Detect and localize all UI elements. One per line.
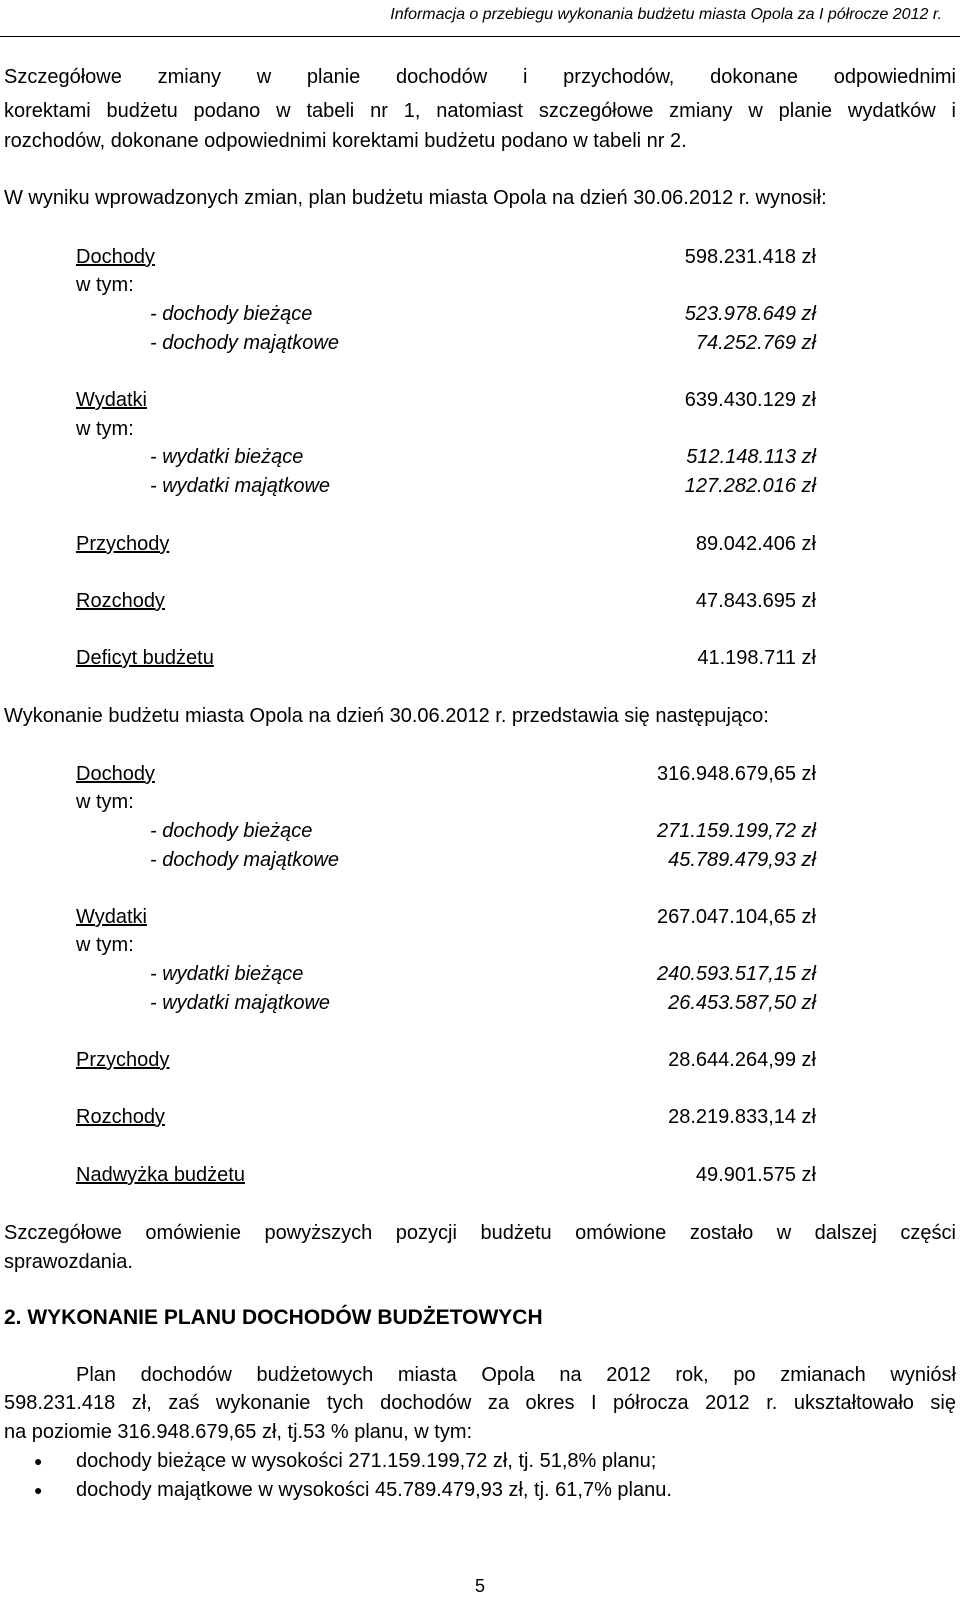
exec-dochody-label: Dochody [76,763,155,785]
exec-dochody-majatkowe-label: - dochody majątkowe [150,849,339,871]
plan-dochody-value: 598.231.418 zł [684,246,816,268]
plan-przychody-value: 89.042.406 zł [695,533,816,555]
exec-wydatki-biezace-value: 240.593.517,15 zł [656,963,816,985]
plan-w-tym-1: w tym: [76,274,134,296]
bullet-icon: ● [34,1453,43,1469]
section-2-line-1: Plan dochodów budżetowych miasta Opola na 2012 rok, po zmianach wyniósł [76,1364,956,1386]
exec-przychody-label: Przychody [76,1049,170,1071]
plan-rozchody-value: 47.843.695 zł [695,590,816,612]
plan-deficyt-value: 41.198.711 zł [697,647,816,669]
intro-line-1: Szczegółowe zmiany w planie dochodów i przychodów, dokonane odpowiednimi [4,66,956,88]
bullet-icon: ● [34,1482,43,1498]
plan-wydatki-value: 639.430.129 zł [684,389,816,411]
exec-wydatki-majatkowe-value: 26.453.587,50 zł [668,992,816,1014]
plan-w-tym-2: w tym: [76,418,134,440]
exec-wydatki-label: Wydatki [76,906,147,928]
exec-wydatki-value: 267.047.104,65 zł [656,906,816,928]
plan-heading: W wyniku wprowadzonych zmian, plan budżetu miasta Opola na dzień 30.06.2012 r. wynosił: [4,187,827,209]
header-title: Informacja o przebiegu wykonania budżetu miasta Opola za I półrocze 2012 r. [390,6,942,23]
plan-wydatki-label: Wydatki [76,389,147,411]
exec-wydatki-majatkowe-label: - wydatki majątkowe [150,992,331,1014]
exec-nadwyzka-label: Nadwyżka budżetu [76,1164,245,1186]
plan-wydatki-majatkowe-label: - wydatki majątkowe [150,475,331,497]
exec-dochody-biezace-value: 271.159.199,72 zł [656,820,816,842]
plan-dochody-label: Dochody [76,246,155,268]
list-item: dochody bieżące w wysokości 271.159.199,72 zł, tj. 51,8% planu; [76,1450,657,1472]
page-header [0,0,960,37]
exec-rozchody-label: Rozchody [76,1106,165,1128]
plan-dochody-biezace-label: - dochody bieżące [150,303,313,325]
summary-line-2: sprawozdania. [4,1251,133,1273]
execution-heading: Wykonanie budżetu miasta Opola na dzień 30.06.2012 r. przedstawia się następująco: [4,705,769,727]
section-2-line-2: 598.231.418 zł, zaś wykonanie tych dochodów za okres I półrocza 2012 r. ukształtowało się [4,1392,956,1414]
exec-przychody-value: 28.644.264,99 zł [668,1049,816,1071]
exec-wydatki-biezace-label: - wydatki bieżące [150,963,304,985]
plan-rozchody-label: Rozchody [76,590,165,612]
plan-wydatki-majatkowe-value: 127.282.016 zł [684,475,816,497]
plan-wydatki-biezace-value: 512.148.113 zł [686,446,816,468]
plan-przychody-label: Przychody [76,533,170,555]
exec-nadwyzka-value: 49.901.575 zł [695,1164,816,1186]
plan-dochody-majatkowe-label: - dochody majątkowe [150,332,339,354]
exec-w-tym-2: w tym: [76,934,134,956]
exec-dochody-majatkowe-value: 45.789.479,93 zł [668,849,816,871]
exec-dochody-biezace-label: - dochody bieżące [150,820,313,842]
section-2-line-3: na poziomie 316.948.679,65 zł, tj.53 % planu, w tym: [4,1421,473,1443]
section-2-heading: 2. WYKONANIE PLANU DOCHODÓW BUDŻETOWYCH [4,1306,543,1329]
exec-rozchody-value: 28.219.833,14 zł [668,1106,816,1128]
exec-w-tym-1: w tym: [76,791,134,813]
intro-line-2: korektami budżetu podano w tabeli nr 1, natomiast szczegółowe zmiany w planie wydatków i [4,100,956,122]
plan-dochody-biezace-value: 523.978.649 zł [684,303,816,325]
plan-wydatki-biezace-label: - wydatki bieżące [150,446,304,468]
exec-dochody-value: 316.948.679,65 zł [656,763,816,785]
plan-dochody-majatkowe-value: 74.252.769 zł [695,332,816,354]
page-number: 5 [474,1576,485,1596]
list-item: dochody majątkowe w wysokości 45.789.479,93 zł, tj. 61,7% planu. [76,1479,672,1501]
intro-line-3: rozchodów, dokonane odpowiednimi korektami budżetu podano w tabeli nr 2. [4,130,687,152]
plan-deficyt-label: Deficyt budżetu [76,647,214,669]
summary-line-1: Szczegółowe omówienie powyższych pozycji budżetu omówione zostało w dalszej części [4,1222,956,1244]
